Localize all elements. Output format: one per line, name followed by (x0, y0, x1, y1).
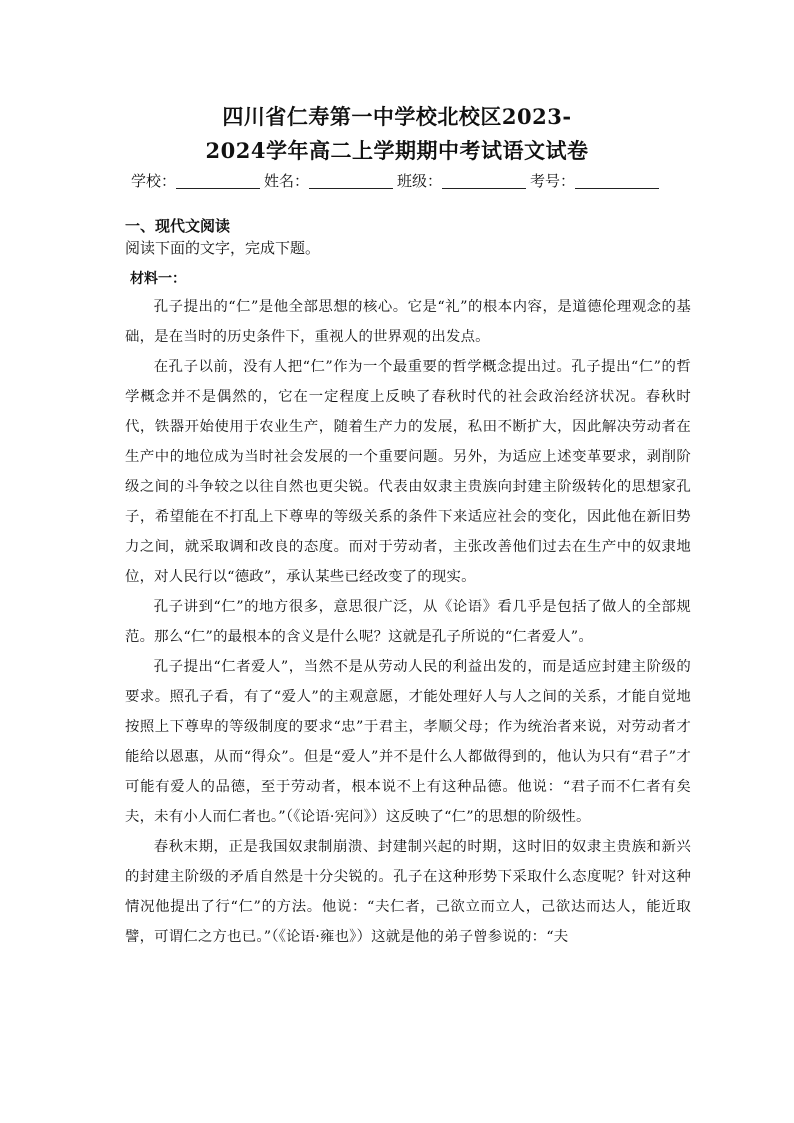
passage-paragraph: 春秋末期，正是我国奴隶制崩溃、封建制兴起的时期，这时旧的奴隶主贵族和新兴的封建主阶级的矛盾自然是十分尖锐的。孔子在这种形势下采取什么态度呢？针对这种情况他提出了行“仁”的方法。他说：“夫仁者，己欲立而立人，己欲达而达人，能近取譬，可谓仁之方也已。”（《论语·雍也》）这就是他的弟子曾参说的：“夫 (125, 839, 691, 945)
passage-paragraph: 在孔子以前，没有人把“仁”作为一个最重要的哲学概念提出过。孔子提出“仁”的哲学概念并不是偶然的，它在一定程度上反映了春秋时代的社会政治经济状况。春秋时代，铁器开始使用于农业生产，随着生产力的发展，私田不断扩大，因此解决劳动者在生产中的地位成为当时社会发展的一个重要问题。另外，为适应上述变革要求，剥削阶级之间的斗争较之以往自然也更尖锐。代表由奴隶主贵族向封建主阶级转化的思想家孔子，希望能在不打乱上下尊卑的等级关系的条件下来适应社会的变化，因此他在新旧势力之间，就采取调和改良的态度。而对于劳动者，主张改善他们过去在生产中的奴隶地位，对人民行以“德政”，承认某些已经改变了的现实。 (125, 359, 691, 585)
exam-title-line-2: 2024学年高二上学期期中考试语文试卷 (205, 138, 589, 163)
material-label: 材料一： (130, 271, 186, 287)
student-info-line (0, 170, 794, 192)
name-label: 姓名： (263, 172, 309, 190)
class-blank (442, 174, 526, 189)
school-blank (176, 174, 260, 189)
reading-instruction: 阅读下面的文字，完成下题。 (125, 239, 321, 257)
passage-paragraph: 孔子提出“仁者爱人”，当然不是从劳动人民的利益出发的，而是适应封建主阶级的要求。照孔子看，有了“爱人”的主观意愿，才能处理好人与人之间的关系，才能自觉地按照上下尊卑的等级制度的要求“忠”于君主，孝顺父母；作为统治者来说，对劳动者才能给以恩惠，从而“得众”。但是“爱人”并不是什么人都做得到的，他认为只有“君子”才可能有爱人的品德，至于劳动者，根本说不上有这种品德。他说：“君子而不仁者有矣夫，未有小人而仁者也。”（《论语·宪问》）这反映了“仁”的思想的阶级性。 (125, 659, 691, 825)
exam-number-blank (575, 174, 659, 189)
exam-title-line-1: 四川省仁寿第一中学校北校区2023- (222, 104, 572, 129)
name-blank (309, 174, 393, 189)
exam-number-label: 考号： (530, 172, 576, 190)
passage-paragraph: 孔子讲到“仁”的地方很多，意思很广泛，从《论语》看几乎是包括了做人的全部规范。那么“仁”的最根本的含义是什么呢？这就是孔子所说的“仁者爱人”。 (125, 599, 691, 645)
class-label: 班级： (397, 172, 443, 190)
passage-paragraph: 孔子提出的“仁”是他全部思想的核心。它是“礼”的根本内容，是道德伦理观念的基础，是在当时的历史条件下，重视人的世界观的出发点。 (125, 299, 691, 345)
school-label: 学校： (130, 172, 176, 190)
section-heading: 一、现代文阅读 (125, 217, 231, 235)
passage-body (125, 292, 691, 952)
